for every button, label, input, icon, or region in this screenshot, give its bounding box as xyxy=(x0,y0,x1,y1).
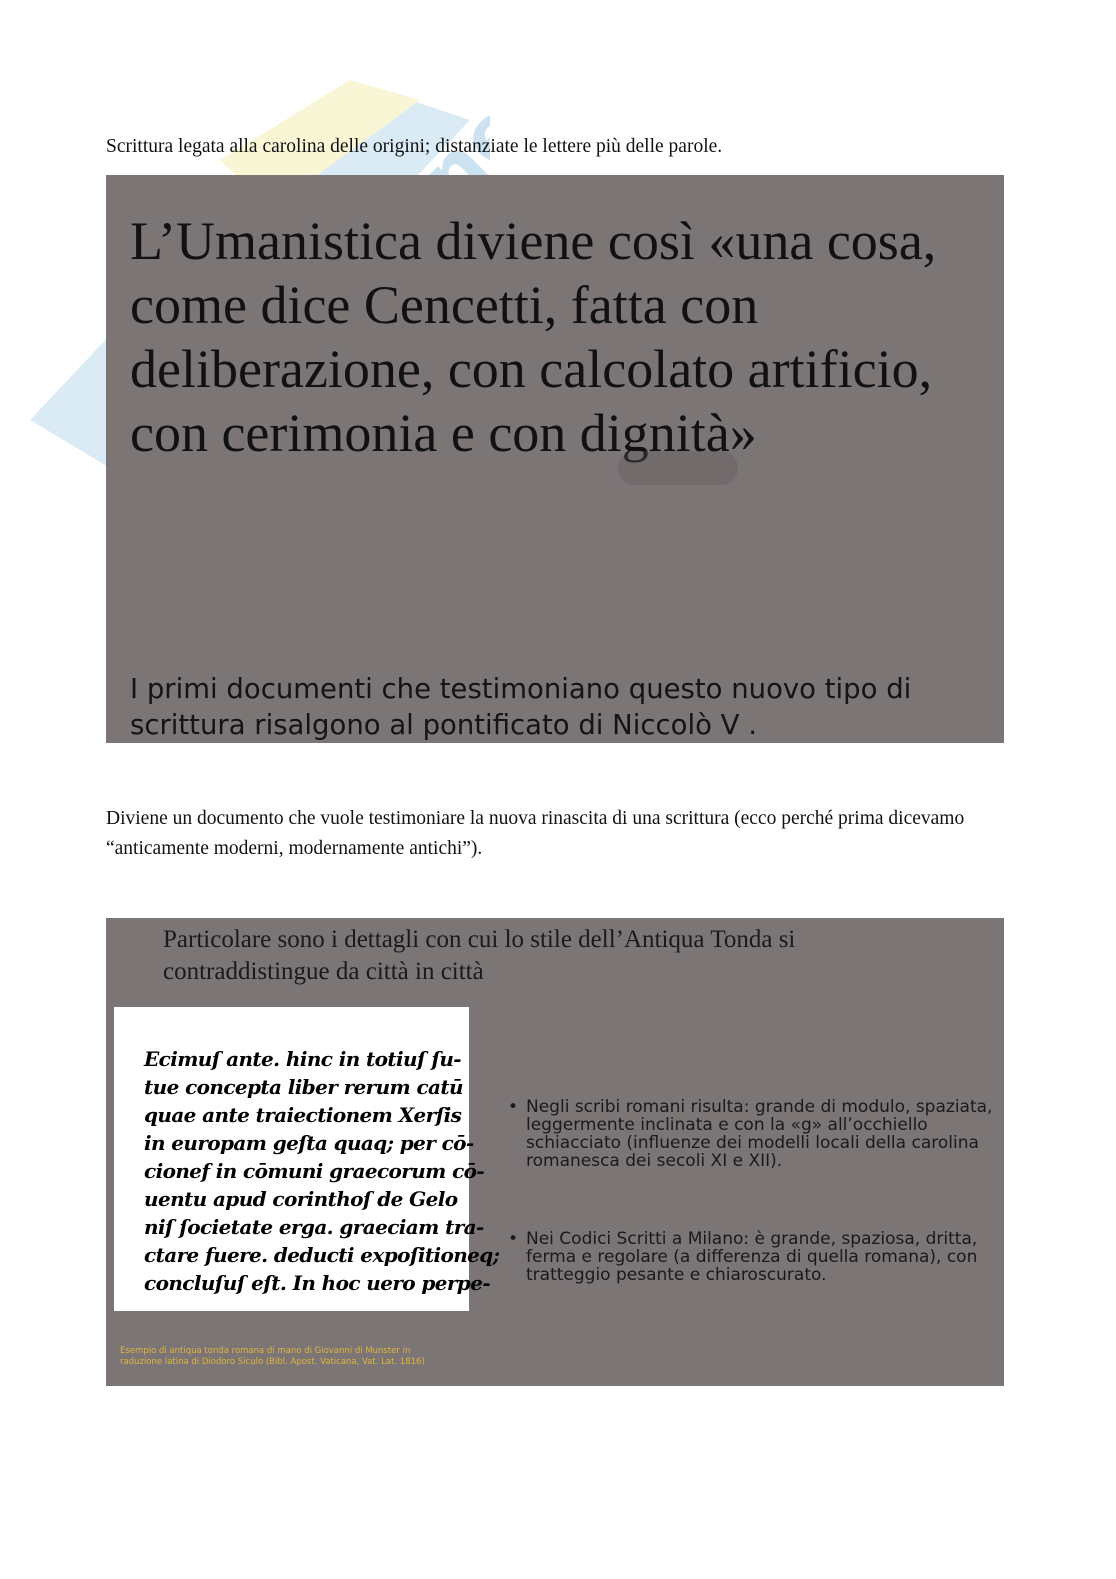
manuscript-sample-image xyxy=(114,1007,500,1311)
manuscript-line: Ecimuſ ante. hinc in totiuſ ſu- xyxy=(144,1047,461,1071)
paragraph-rinascita: Diviene un documento che vuole testimoniare la nuova rinascita di una scrittura (ecco perché prima dicevamo “anticamente moderni, modernamente antichi”). xyxy=(106,808,965,859)
manuscript-line: cionef in cōmuni graecorum cō- xyxy=(144,1159,485,1183)
slide-quote: L’Umanistica diviene così «una cosa, come dice Cencetti, fatta con deliberazione, con calcolato artificio, con cerimonia e con dignità» xyxy=(130,211,937,463)
slide-subtitle: I primi documenti che testimoniano questo nuovo tipo di scrittura risalgono al pontificato di Niccolò V . xyxy=(130,673,912,741)
bullet-list xyxy=(506,1098,998,1344)
slide-umanistica xyxy=(106,175,1004,743)
manuscript-line: ctare fuere. deducti expoſitioneq; xyxy=(144,1243,500,1267)
slide-heading: Particolare sono i dettagli con cui lo stile dell’Antiqua Tonda si contraddistingue da città in città xyxy=(163,926,796,985)
manuscript-line: uentu apud corinthoſ de Gelo xyxy=(144,1187,458,1211)
manuscript-line: niſ ſocietate erga. graeciam tra- xyxy=(144,1215,484,1239)
faint-overlay xyxy=(618,451,738,485)
slide-antiqua-tonda xyxy=(106,918,1004,1386)
image-caption: Esempio di antiqua tonda romana di mano di Giovanni di Munster in raduzione latina di Diodoro Siculo (Bibl. Apost. Vaticana, Vat. Lat. 1816) xyxy=(120,1346,425,1367)
manuscript-line: quae ante traiectionem Xerſis xyxy=(144,1103,462,1127)
paragraph-intro: Scrittura legata alla carolina delle origini; distanziate le lettere più delle parole. xyxy=(106,136,723,157)
manuscript-line: in europam geſta quaq; per cō- xyxy=(144,1131,474,1155)
bullet-roma: • Negli scribi romani risulta: grande di modulo, spaziata, leggermente inclinata e con la «g» all’occhiello schiacciato (influenze dei modelli locali della carolina romanesca dei secoli XI e XII). xyxy=(506,1098,998,1170)
manuscript-line: tue concepta liber rerum catū xyxy=(144,1075,463,1099)
bullet-milano: • Nei Codici Scritti a Milano: è grande, spaziosa, dritta, ferma e regolare (a differenza di quella romana), con tratteggio pesante e chiaroscurato. xyxy=(506,1230,998,1284)
manuscript-line: concluſuſ eſt. In hoc uero perpe- xyxy=(144,1271,491,1295)
